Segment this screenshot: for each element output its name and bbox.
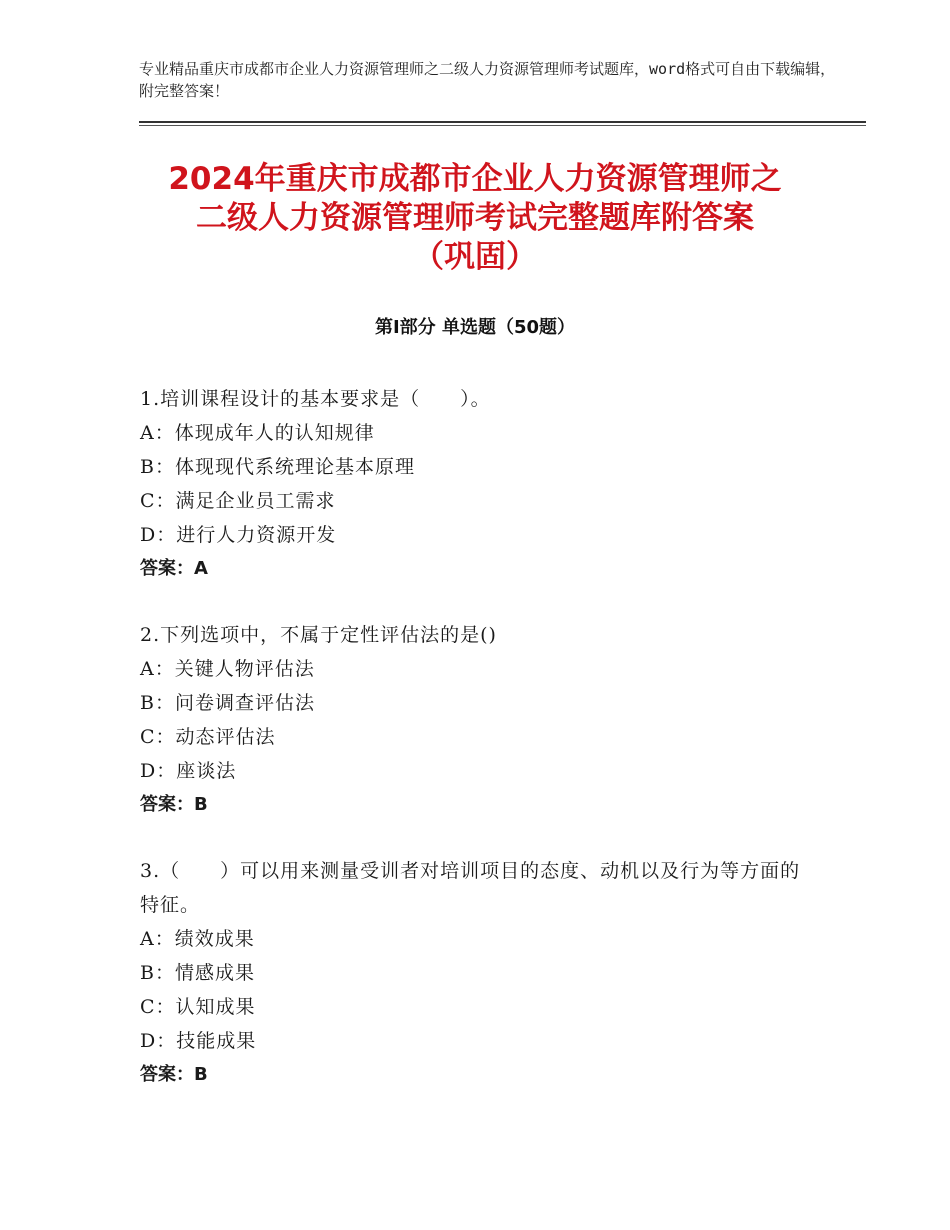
section-heading: 第Ⅰ部分 单选题（50题） (374, 317, 575, 338)
option-a: A：关键人物评估法 (140, 658, 315, 680)
option-d: D：进行人力资源开发 (140, 524, 337, 546)
title-line-3: （巩固） (413, 239, 537, 275)
option-b: B：情感成果 (140, 962, 255, 984)
title-line-1: 2024年重庆市成都市企业人力资源管理师之 (168, 161, 782, 197)
option-a: A：绩效成果 (140, 928, 255, 950)
option-c: C：动态评估法 (140, 726, 276, 748)
question-stem: 1.培训课程设计的基本要求是（ ）。 (140, 388, 491, 410)
option-b: B：问卷调查评估法 (140, 692, 315, 714)
option-c: C：满足企业员工需求 (140, 490, 336, 512)
title-line-2: 二级人力资源管理师考试完整题库附答案 (196, 200, 754, 236)
header-divider-thin (139, 125, 866, 126)
question-2 (140, 618, 820, 822)
option-b: B：体现现代系统理论基本原理 (140, 456, 415, 478)
question-1 (140, 382, 820, 586)
question-list (140, 382, 820, 1124)
document-title (120, 160, 830, 277)
answer: 答案：A (140, 558, 208, 579)
answer: 答案：B (140, 794, 208, 815)
header-divider-thick (139, 121, 866, 123)
question-stem: 2.下列选项中，不属于定性评估法的是() (140, 624, 497, 646)
question-3 (140, 854, 820, 1092)
question-stem: 3.（ ）可以用来测量受训者对培训项目的态度、动机以及行为等方面的特征。 (140, 860, 801, 916)
option-d: D：座谈法 (140, 760, 237, 782)
option-d: D：技能成果 (140, 1030, 257, 1052)
header-note: 专业精品重庆市成都市企业人力资源管理师之二级人力资源管理师考试题库，word格式可自由下载编辑，附完整答案！ (139, 60, 836, 100)
option-c: C：认知成果 (140, 996, 256, 1018)
option-a: A：体现成年人的认知规律 (140, 422, 375, 444)
answer: 答案：B (140, 1064, 208, 1085)
